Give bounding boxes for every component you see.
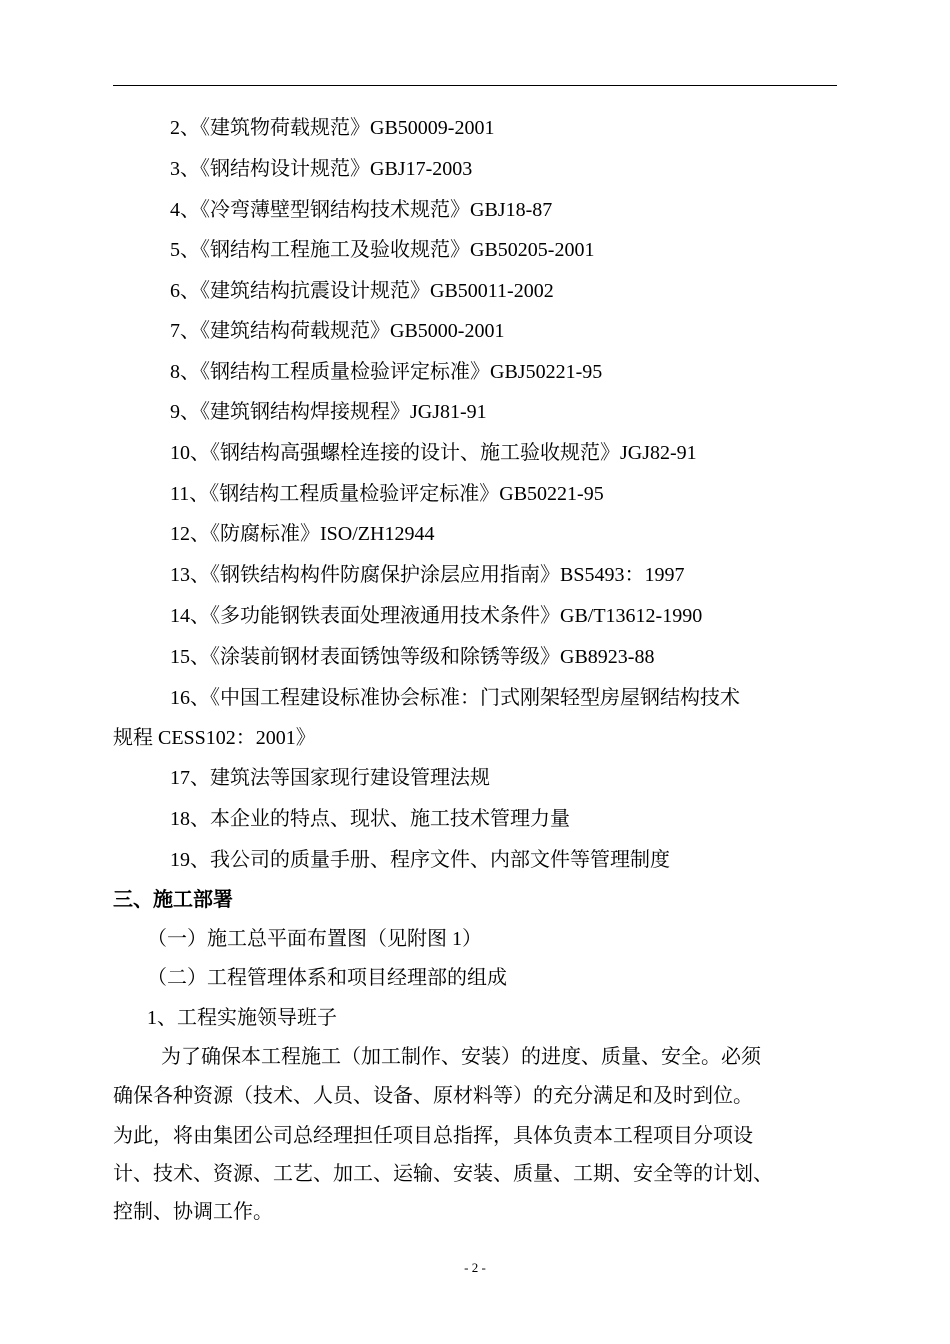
subsection-heading: （二）工程管理体系和项目经理部的组成 bbox=[147, 967, 507, 989]
reference-item-continuation: 规程 CESS102：2001》 bbox=[113, 727, 316, 749]
reference-item: 17、建筑法等国家现行建设管理法规 bbox=[170, 767, 490, 789]
page-number: - 2 - bbox=[464, 1260, 486, 1275]
paragraph-line: 确保各种资源（技术、人员、设备、原材料等）的充分满足和及时到位。 bbox=[113, 1085, 753, 1107]
reference-item: 7、《建筑结构荷载规范》GB5000-2001 bbox=[170, 320, 505, 342]
reference-item: 6、《建筑结构抗震设计规范》GB50011-2002 bbox=[170, 280, 554, 302]
reference-item: 13、《钢铁结构构件防腐保护涂层应用指南》BS5493：1997 bbox=[170, 564, 685, 586]
list-item-heading: 1、工程实施领导班子 bbox=[147, 1007, 337, 1029]
reference-item: 15、《涂装前钢材表面锈蚀等级和除锈等级》GB8923-88 bbox=[170, 646, 655, 668]
paragraph-line: 控制、协调工作。 bbox=[113, 1201, 273, 1223]
paragraph-line: 为了确保本工程施工（加工制作、安装）的进度、质量、安全。必须 bbox=[161, 1046, 761, 1068]
reference-item: 14、《多功能钢铁表面处理液通用技术条件》GB/T13612-1990 bbox=[170, 605, 703, 627]
reference-item: 4、《冷弯薄壁型钢结构技术规范》GBJ18-87 bbox=[170, 199, 553, 221]
paragraph-line: 计、技术、资源、工艺、加工、运输、安装、质量、工期、安全等的计划、 bbox=[113, 1163, 773, 1185]
reference-item: 3、《钢结构设计规范》GBJ17-2003 bbox=[170, 158, 473, 180]
reference-item: 18、本企业的特点、现状、施工技术管理力量 bbox=[170, 808, 570, 830]
reference-item: 19、我公司的质量手册、程序文件、内部文件等管理制度 bbox=[170, 849, 670, 871]
section-heading: 三、施工部署 bbox=[113, 889, 233, 911]
reference-item: 12、《防腐标准》ISO/ZH12944 bbox=[170, 523, 435, 545]
reference-item: 2、《建筑物荷载规范》GB50009-2001 bbox=[170, 117, 495, 139]
header-rule bbox=[113, 85, 837, 86]
reference-item: 11、《钢结构工程质量检验评定标准》GB50221-95 bbox=[170, 483, 604, 505]
reference-item: 5、《钢结构工程施工及验收规范》GB50205-2001 bbox=[170, 239, 595, 261]
subsection-heading: （一）施工总平面布置图（见附图 1） bbox=[147, 928, 482, 950]
reference-item: 8、《钢结构工程质量检验评定标准》GBJ50221-95 bbox=[170, 361, 603, 383]
paragraph-line: 为此，将由集团公司总经理担任项目总指挥，具体负责本工程项目分项设 bbox=[113, 1125, 753, 1147]
reference-item: 10、《钢结构高强螺栓连接的设计、施工验收规范》JGJ82-91 bbox=[170, 442, 697, 464]
reference-item: 9、《建筑钢结构焊接规程》JGJ81-91 bbox=[170, 401, 487, 423]
reference-item: 16、《中国工程建设标准协会标准：门式刚架轻型房屋钢结构技术 bbox=[170, 687, 740, 709]
